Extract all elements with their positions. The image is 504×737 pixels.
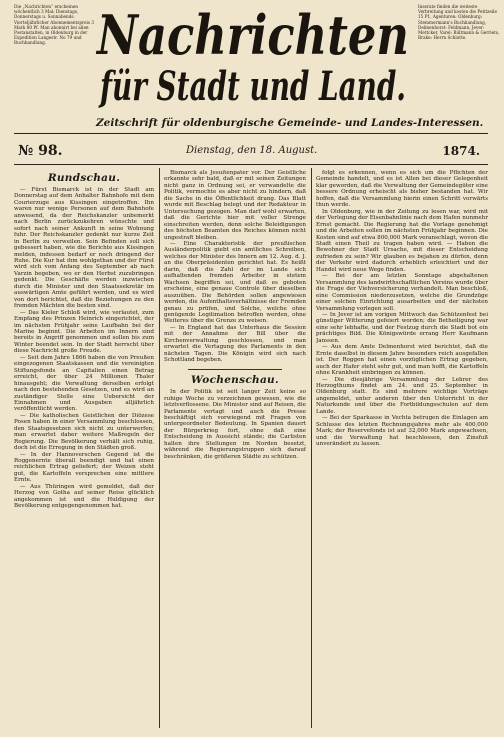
article-paragraph: — Aus Thüringen wird gemeldet, daß der Herzog von Gotha auf seiner Reise glücklich angekommen ist und die Huldigung der Bevölkerung entgegengenommen hat. — [14, 483, 154, 510]
advertising-notice: Inserate finden die weiteste Verbreitung und kosten die Petitzeile 15 Pf., Agenturen: Oldenburg: Stemmermann's Buchhandlung, Delmenhorst: Feldmann, Jever: Mettcker, Varel: Bültmann & Gerriets, Brake: Herrn Schlotte. — [418, 4, 500, 41]
article-paragraph: — Bei der Sparkasse in Vechta betrugen die Einlagen am Schlusse des letzten Rechnungsjahres mehr als 400,000 Mark; der Reservefonds ist auf 32,000 Mark angewachsen, und die Verwaltung hat beschlossen, den Zinsfuß unverändert zu lassen. — [316, 415, 488, 448]
article-paragraph: — Das Kieler Schloß wird, wie verlautet, zum Empfang des Prinzen Heinrich eingerichtet, der im nächsten Frühjahr seine Laufbahn bei der Marine beginnt. Die Arbeiten im Innern sind bereits in Angriff genommen und sollen bis zum Winter beendet sein. In der Stadt herrscht über diese Nachricht große Freude. — [14, 309, 154, 355]
masthead — [92, 2, 414, 110]
section-title-rundschau: Rundschau. — [47, 172, 121, 184]
article-paragraph: — In Jever ist am vorigen Mittwoch das Schützenfest bei günstiger Witterung gefeiert worden; die Betheiligung war eine sehr lebhafte, und der Festzug durch die Stadt bot ein prächtiges Bild. Die Königswürde errang Herr Kaufmann Janssen. — [316, 311, 488, 344]
masthead-title-line1 — [92, 2, 414, 64]
column-3 — [316, 170, 488, 725]
article-paragraph: — Bei der am letzten Sonntage abgehaltenen Versammlung des landwirthschaftlichen Vereins wurde über die Frage der Viehversicherung verhandelt. Man beschloß, eine Commission niederzusetzen, welche die Grundzüge einer solchen Einrichtung ausarbeiten und der nächsten Versammlung vorlegen soll. — [316, 273, 488, 312]
article-paragraph: — Die katholischen Geistlichen der Diözese Posen haben in einer Versammlung beschlossen, den Staatsgesetzen sich nicht zu unterwerfen; man erwartet daher weitere Maßregeln der Regierung. Die Bevölkerung verhält sich ruhig, doch ist die Erregung in den Städten groß. — [14, 412, 154, 452]
section-separator — [188, 369, 282, 370]
issue-date: Dienstag, den 18. August. — [186, 145, 318, 156]
top-rule — [14, 133, 488, 134]
article-paragraph: — Aus dem Amte Delmenhorst wird berichtet, daß die Ernte daselbst in diesem Jahre besonders reich ausgefallen ist. Der Roggen hat einen vorzüglichen Ertrag gegeben, auch der Hafer steht sehr gut, und man hofft, die Kartoffeln ohne Krankheit einbringen zu können. — [316, 344, 488, 377]
article-paragraph: folgt es erkennen, wenn es sich um die Pflichten der Gemeinde handelt, und es ist Allen bei dieser Gelegenheit klar geworden, daß die Verwaltung der Gemeindegüter eine bessere Ordnung erheischt als bisher bestanden hat. Wir hoffen, daß die Versammlung hierin einen Schritt vorwärts thun werde. — [316, 170, 488, 209]
article-paragraph: — Die diesjährige Versammlung der Lehrer des Herzogthums findet am 24. und 25. September in Oldenburg statt. Es sind mehrere wichtige Vorträge angemeldet, unter anderen über den Unterricht in der Naturkunde und über die Fortbildungsschulen auf dem Lande. — [316, 376, 488, 415]
svg-text:Nachrichten: Nachrichten — [95, 3, 409, 64]
masthead-title-line2 — [92, 60, 414, 110]
bottom-rule — [14, 164, 488, 165]
article-paragraph: In der Politik ist seit langer Zeit keine so ruhige Woche zu verzeichnen gewesen, wie die letztverflossene. Die Minister sind auf Reisen, die Parlamente vertagt und auch die Presse beschäftigt sich vorwiegend mit Fragen von untergeordneter Bedeutung. In Spanien dauert der Bürgerkrieg fort, ohne daß eine Entscheidung in Aussicht stände; die Carlisten halten ihre Stellungen im Norden besetzt, während die Regierungstruppen sich darauf beschränken, die größeren Städte zu schützen. — [164, 389, 306, 460]
column-1 — [14, 170, 154, 725]
column-2 — [164, 170, 306, 725]
article-paragraph: — Eine Charakteristik der preußischen Ausländerpolitik giebt ein amtliches Schreiben, welches der Minister des Innern am 12. Aug. d. J. an die Oberpräsidenten gerichtet hat. Es heißt darin, daß die Zahl der im Lande sich aufhaltenden fremden Arbeiter in stetem Wachsen begriffen sei, und daß es geboten erscheine, eine genaue Controle über dieselben auszuüben. Die Behörden sollen angewiesen werden, die Aufenthaltsverhältnisse der Fremden genau zu prüfen, und Solche, welche ohne genügende Legitimation betroffen werden, ohne Weiteres über die Grenze zu weisen. — [164, 240, 306, 325]
column-divider — [159, 168, 160, 728]
article-paragraph: In Oldenburg, wie in der Zeitung zu lesen war, wird mit der Verlegung der Eisenbahnlinie nach dem Hafen nunmehr Ernst gemacht. Die Regierung hat die Vorlage genehmigt und die Arbeiten sollen im nächsten Frühjahr beginnen. Die Kosten sind auf etwa 800,000 Mark veranschlagt, wovon die Stadt einen Theil zu tragen haben wird. — Haben die Bewohner der Stadt Ursache, mit dieser Entscheidung zufrieden zu sein? Wir glauben es bejahen zu dürfen, denn der Verkehr wird dadurch erheblich erleichtert und der Handel wird neue Wege finden. — [316, 208, 488, 273]
article-paragraph: Bismarck als Jesuitenpater vor. Der Geistliche erkannte sehr bald, daß er mit seinen Zeitungen nicht ganz in Ordnung sei, er verwandelte die Politik, vermochte es aber nicht zu hindern, daß die Sache in die Öffentlichkeit drang. Das Blatt wurde mit Beschlag belegt und der Redakteur in Untersuchung gezogen. Man darf wohl erwarten, daß die Gerichte hier mit voller Strenge einschreiten werden, denn solche Beleidigungen des höchsten Beamten des Reiches können nicht ungestraft bleiben. — [164, 170, 306, 241]
article-paragraph: — Seit dem Jahre 1866 haben die von Preußen eingezogenen Staatskassen und die vereinigten Stiftungsfonds an Capitalien einen Betrag erreicht, der über 24 Millionen Thaler hinausgeht; die Verwaltung derselben erfolgt nach den bestehenden Gesetzen, und es wird an zuständiger Stelle eine Uebersicht der Einnahmen und Ausgaben alljährlich veröffentlicht werden. — [14, 354, 154, 413]
article-paragraph: — In der Hannoverschen Gegend ist die Roggenernte überall beendigt und hat einen reichlichen Ertrag geliefert; der Weizen steht gut, die Kartoffeln versprechen eine mittlere Ernte. — [14, 451, 154, 484]
masthead-subtitle: Zeitschrift für oldenburgische Gemeinde- und Landes-Interessen. — [96, 117, 484, 129]
issue-bar — [14, 136, 488, 164]
section-title-wochenschau: Wochenschau. — [191, 374, 279, 387]
article-paragraph: — In England hat das Unterhaus die Session mit der Annahme der Bill über die Kirchenverwaltung geschlossen, und man erwartet die Vertagung des Parlaments in den nächsten Tagen. Die Königin wird sich nach Schottland begeben. — [164, 324, 306, 364]
svg-text:für Stadt und Land.: für Stadt und Land. — [97, 63, 406, 110]
issue-number: № 98. — [18, 143, 63, 159]
article-paragraph: — Fürst Bismarck ist in der Stadt am Donnerstag auf dem Anhalter Bahnhofe mit dem Courierzuge aus Kissingen eingetroffen. Ihn waren nur wenige Personen auf dem Bahnhofe anwesend, da der Reichskanzler unbemerkt nach Berlin zurückzukehren wünschte und sofort nach seiner Ankunft in seine Wohnung fuhr. Der Reichskanzler gedenkt nur kurze Zeit in Berlin zu verweilen. Sein Befinden soll sich gebessert haben, wie die Berichte aus Kissingen melden, indessen bedarf er noch dringend der Ruhe. Die Kur hat ihm wohlgethan und der Fürst wird sich vom Anfang des September ab nach Varzin begeben, wo er den Herbst zuzubringen gedenkt. Die Geschäfte werden inzwischen durch die Minister und den Staatssekretär im auswärtigen Amte geführt werden, und es wird von dort berichtet, daß die Beziehungen zu den fremden Mächten die besten sind. — [14, 187, 154, 310]
issue-year: 1874. — [442, 144, 480, 158]
subscription-notice: Die „Nachrichten“ erscheinen wöchentlich 3 Mal: Dienstags, Donnerstags u. Sonnabends. Vierteljährlicher Abonnementspreis 3 Mark 80 Pf. Man abonnirt bei allen Postanstalten, in Oldenburg in der Expedition Langestr. No 79 und Buchhandlung. — [14, 4, 95, 46]
column-divider — [311, 168, 312, 728]
